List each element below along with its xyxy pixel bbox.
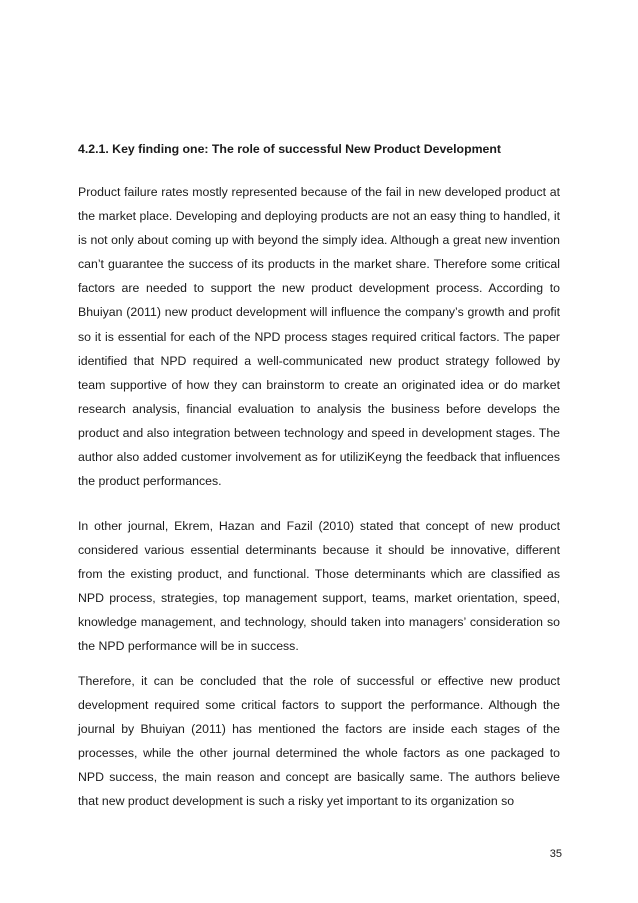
body-paragraph: In other journal, Ekrem, Hazan and Fazil (2010) stated that concept of new product considered various essential determinants because it should be innovative, different from the existing product, and functional. Those determinants which are classified as NPD process, strategies, top management support, teams, market orientation, speed, knowledge management, and technology, should taken into managers’ consideration so the NPD performance will be in success. (78, 519, 560, 654)
body-paragraph: Therefore, it can be concluded that the role of successful or effective new product development required some critical factors to support the performance. Although the journal by Bhuiyan (2011) has mentioned the factors are inside each stages of the processes, while the other journal determined the whole factors as one packaged to NPD success, the main reason and concept are basically same. The authors believe that new product development is such a risky yet important to its organization so (78, 674, 560, 809)
body-paragraph: Product failure rates mostly represented because of the fail in new developed product at the market place. Developing and deploying products are not an easy thing to handled, it is not only about coming up with beyond the simply idea. Although a great new invention can’t guarantee the success of its products in the market share. Therefore some critical factors are needed to support the new product development process. According to Bhuiyan (2011) new product development will influence the company’s growth and profit so it is essential for each of the NPD process stages required critical factors. The paper identified that NPD required a well-communicated new product strategy followed by team supportive of how they can brainstorm to create an originated idea or do market research analysis, financial evaluation to analysis the business before develops the product and also integration between technology and speed in development stages. The author also added customer involvement as for utiliziKeyng the feedback that influences the product performances. (78, 185, 560, 489)
section-heading: 4.2.1. Key finding one: The role of successful New Product Development (78, 142, 501, 156)
page-number: 35 (549, 848, 562, 860)
